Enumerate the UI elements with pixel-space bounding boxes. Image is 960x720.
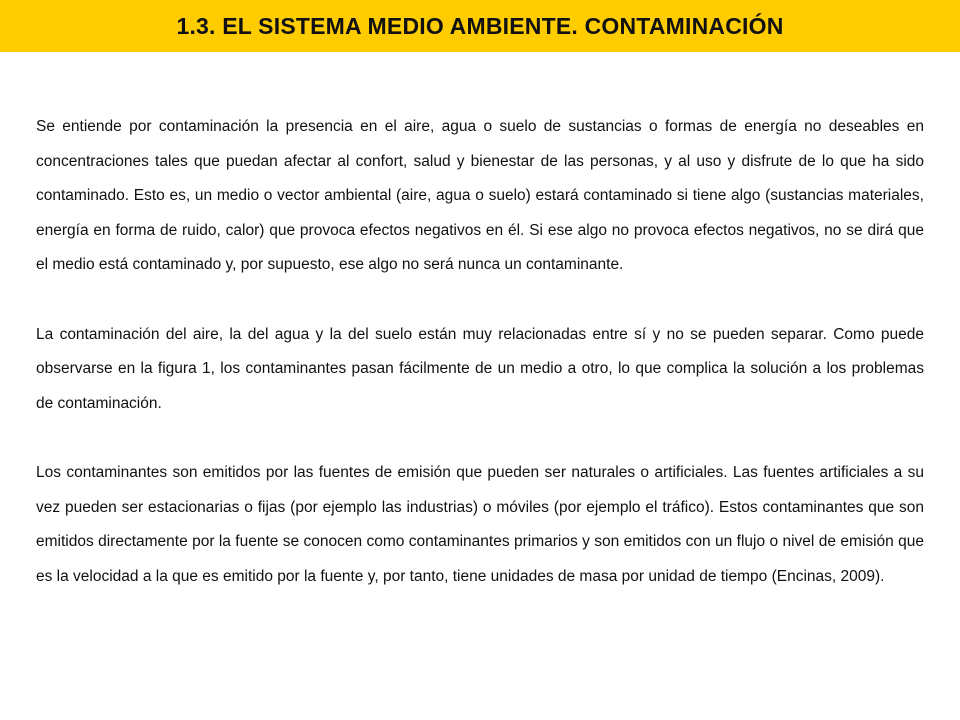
slide-title: 1.3. EL SISTEMA MEDIO AMBIENTE. CONTAMINACIÓN [176, 12, 784, 39]
paragraph-definition: Se entiende por contaminación la presencia en el aire, agua o suelo de sustancias o formas de energía no deseables en concentraciones tales que puedan afectar al confort, salud y bienestar de las personas, y al uso y disfrute de lo que ha sido contaminado. Esto es, un medio o vector ambiental (aire, agua o suelo) estará contaminado si tiene algo (sustancias materiales, energía en forma de ruido, calor) que provoca efectos negativos en él. Si ese algo no provoca efectos negativos, no se dirá que el medio está contaminado y, por supuesto, ese algo no será nunca un contaminante. [36, 118, 924, 273]
paragraph-relation: La contaminación del aire, la del agua y la del suelo están muy relacionadas entre sí y no se pueden separar. Como puede observarse en la figura 1, los contaminantes pasan fácilmente de un medio a otro, lo que complica la solución a los problemas de contaminación. [36, 325, 924, 412]
body-text [36, 110, 924, 629]
paragraph-sources: Los contaminantes son emitidos por las fuentes de emisión que pueden ser naturales o artificiales. Las fuentes artificiales a su vez pueden ser estacionarias o fijas (por ejemplo las industrias) o móviles (por ejemplo el tráfico). Estos contaminantes que son emitidos directamente por la fuente se conocen como contaminantes primarios y son emitidos con un flujo o nivel de emisión que es la velocidad a la que es emitido por la fuente y, por tanto, tiene unidades de masa por unidad de tiempo (Encinas, 2009). [36, 464, 924, 585]
title-bar [0, 0, 960, 52]
